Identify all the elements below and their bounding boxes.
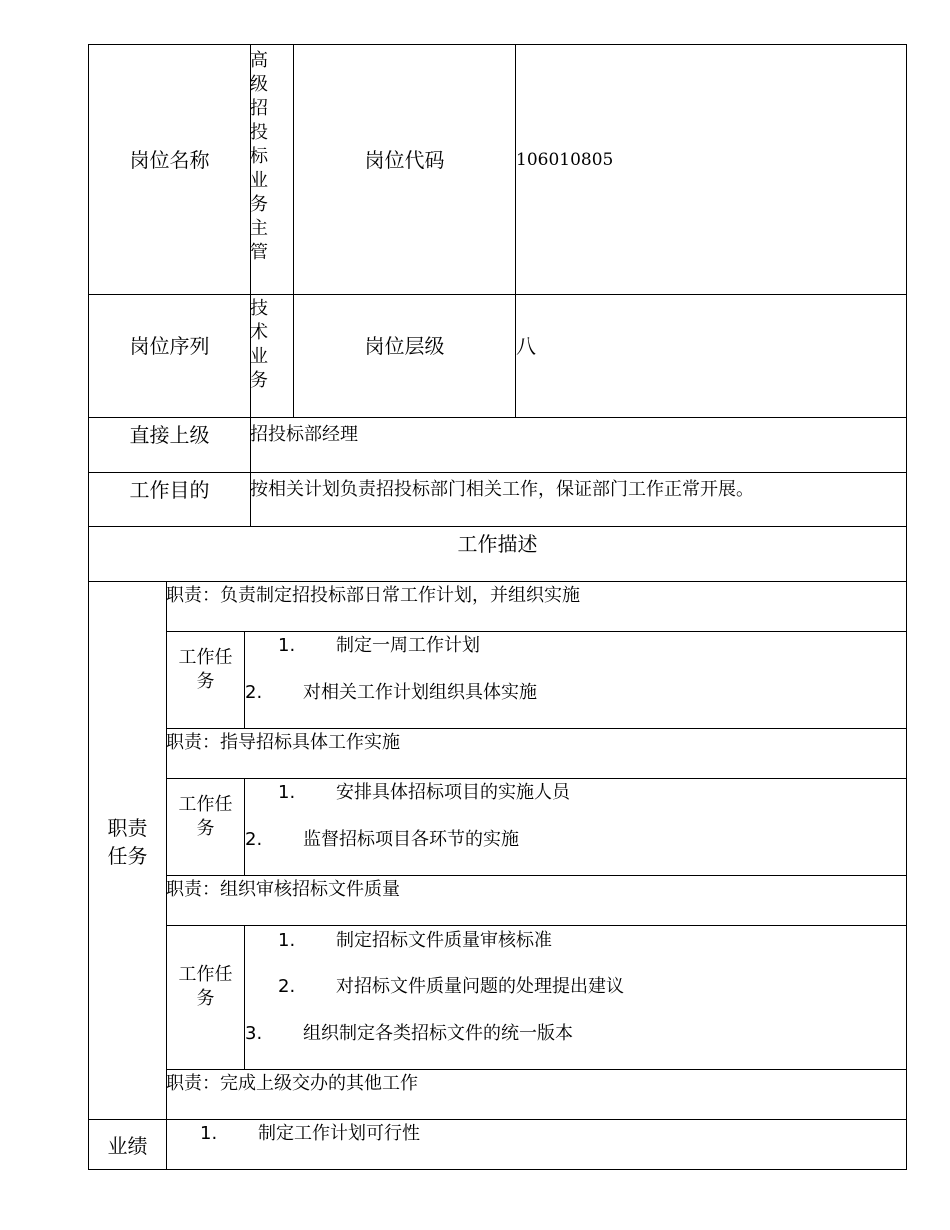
post-level-value: 八	[516, 334, 536, 358]
col-divider	[293, 44, 294, 418]
performance-text: 制定工作计划可行性	[258, 1123, 420, 1144]
col-divider	[244, 631, 245, 729]
performance-number: 1.	[200, 1123, 218, 1144]
duties-label: 职责任务	[107, 816, 148, 868]
task-item	[278, 781, 570, 805]
duty-text: 职责：组织审核招标文件质量	[166, 879, 400, 900]
row-divider	[88, 472, 907, 473]
task-item	[245, 828, 519, 852]
task-item	[278, 975, 624, 999]
post-code-value: 106010805	[516, 150, 614, 170]
task-text: 制定招标文件质量审核标准	[336, 930, 552, 951]
row-divider	[166, 728, 907, 729]
row-divider	[88, 294, 907, 295]
table-border-top	[88, 44, 907, 45]
task-text: 对相关工作计划组织具体实施	[303, 682, 537, 703]
duty-text: 职责：完成上级交办的其他工作	[166, 1073, 418, 1094]
table-border-right	[906, 44, 907, 1170]
task-number: 1.	[278, 635, 296, 656]
table-border-left	[88, 44, 89, 1170]
superior-value: 招投标部经理	[250, 424, 358, 445]
task-number: 2.	[245, 829, 263, 850]
row-divider	[166, 1069, 907, 1070]
task-number: 2.	[245, 682, 263, 703]
task-text: 对招标文件质量问题的处理提出建议	[336, 976, 624, 997]
post-name-label: 岗位名称	[129, 148, 210, 172]
post-series-value: 技术业务	[250, 298, 268, 391]
table-border-bottom	[88, 1169, 907, 1170]
task-item	[245, 681, 537, 705]
task-number: 1.	[278, 930, 296, 951]
description-title: 工作描述	[457, 532, 538, 556]
post-name-value: 高级招投标业务主管	[250, 50, 268, 263]
post-code-label: 岗位代码	[364, 148, 445, 172]
superior-label: 直接上级	[129, 423, 210, 447]
task-item	[245, 1022, 573, 1046]
row-divider	[166, 875, 907, 876]
row-divider	[166, 925, 907, 926]
row-divider	[166, 631, 907, 632]
row-divider	[88, 417, 907, 418]
performance-label: 业绩	[107, 1134, 148, 1158]
task-number: 3.	[245, 1023, 263, 1044]
task-text: 安排具体招标项目的实施人员	[336, 782, 570, 803]
purpose-value: 按相关计划负责招投标部门相关工作，保证部门工作正常开展。	[250, 479, 754, 500]
task-label: 工作任务	[178, 647, 233, 692]
purpose-label: 工作目的	[129, 478, 210, 502]
task-label: 工作任务	[178, 794, 233, 839]
row-divider	[88, 581, 907, 582]
post-series-label: 岗位序列	[129, 334, 210, 358]
col-divider	[244, 925, 245, 1070]
row-divider	[88, 526, 907, 527]
task-text: 组织制定各类招标文件的统一版本	[303, 1023, 573, 1044]
task-text: 制定一周工作计划	[336, 635, 480, 656]
col-divider	[244, 778, 245, 876]
task-number: 1.	[278, 782, 296, 803]
performance-item	[200, 1122, 420, 1146]
task-text: 监督招标项目各环节的实施	[303, 829, 519, 850]
duty-text: 职责：负责制定招投标部日常工作计划，并组织实施	[166, 585, 580, 606]
row-divider	[166, 778, 907, 779]
row-divider	[88, 1119, 907, 1120]
post-level-label: 岗位层级	[364, 334, 445, 358]
task-item	[278, 634, 480, 658]
task-label: 工作任务	[178, 964, 233, 1009]
task-number: 2.	[278, 976, 296, 997]
col-divider	[515, 44, 516, 418]
duty-text: 职责：指导招标具体工作实施	[166, 732, 400, 753]
task-item	[278, 929, 552, 953]
